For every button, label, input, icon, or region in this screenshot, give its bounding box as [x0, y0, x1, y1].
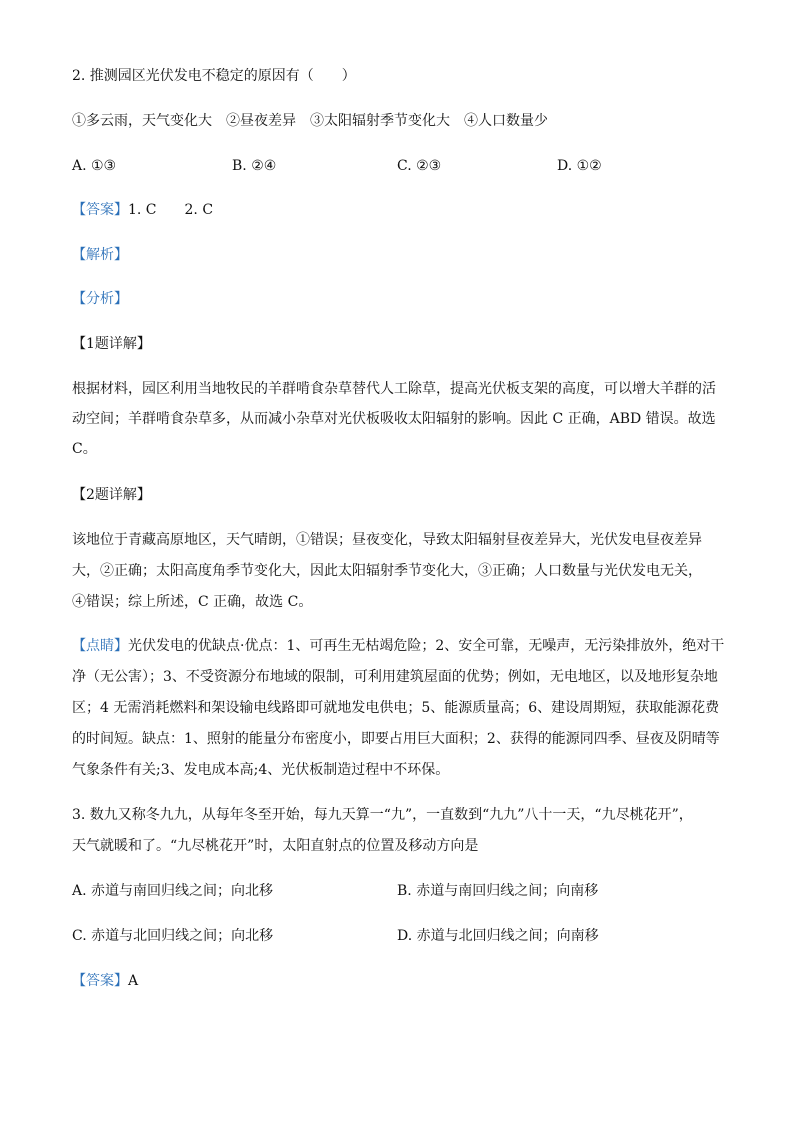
- dianjing-text: 光伏发电的优缺点·优点：1、可再生无枯竭危险；2、安全可靠，无噪声，无污染排放外，绝对干: [128, 638, 725, 654]
- answer-text: 1. C 2. C: [128, 202, 214, 218]
- answer-block-3: [72, 971, 138, 991]
- answer-tag: 【答案】: [72, 202, 128, 218]
- dianjing-line-5: 气象条件有关;3、发电成本高;4、光伏板制造过程中不环保。: [72, 762, 450, 778]
- detail-1-line-2: 动空间；羊群啃食杂草多，从而减小杂草对光伏板吸收太阳辐射的影响。因此 C 正确，ABD 错误。故选: [72, 411, 716, 427]
- question-3-option-a: A. 赤道与南回归线之间；向北移: [72, 883, 274, 899]
- dianjing-line-1: [72, 636, 724, 656]
- detail-2-line-3: ④错误；综上所述，C 正确，故选 C。: [72, 594, 313, 610]
- detail-2-heading: 【2题详解】: [72, 487, 151, 503]
- detail-1-line-3: C。: [72, 441, 97, 457]
- dianjing-line-3: 区；4 无需消耗燃料和架设输电线路即可就地发电供电；5、能源质量高；6、建设周期短，获取能源花费: [72, 700, 720, 716]
- detail-2-line-1: 该地位于青藏高原地区，天气晴朗，①错误；昼夜变化，导致太阳辐射昼夜差异大，光伏发电昼夜差异: [72, 532, 702, 548]
- question-2-statements: ①多云雨，天气变化大 ②昼夜差异 ③太阳辐射季节变化大 ④人口数量少: [72, 113, 548, 129]
- question-3-line-1: 3. 数九又称冬九九，从每年冬至开始，每九天算一“九”，一直数到“九九”八十一天，“九尽桃花开”，: [72, 807, 693, 823]
- question-2-option-b: B. ②④: [232, 158, 277, 174]
- question-3-line-2: 天气就暖和了。“九尽桃花开”时，太阳直射点的位置及移动方向是: [72, 838, 479, 854]
- fenxi-heading: 【分析】: [72, 291, 128, 307]
- dianjing-line-4: 的时间短。缺点：1、照射的能量分布密度小，即要占用巨大面积；2、获得的能源同四季、昼夜及阴晴等: [72, 731, 720, 747]
- detail-1-line-1: 根据材料，园区利用当地牧民的羊群啃食杂草替代人工除草，提高光伏板支架的高度，可以增大羊群的活: [72, 381, 716, 397]
- answer-text: A: [128, 973, 139, 989]
- answer-tag: 【答案】: [72, 973, 128, 989]
- question-3-option-c: C. 赤道与北回归线之间；向北移: [72, 928, 274, 944]
- answer-block-1: [72, 200, 213, 220]
- analysis-heading: 【解析】: [72, 247, 128, 263]
- detail-1-heading: 【1题详解】: [72, 336, 151, 352]
- question-3-option-b: B. 赤道与南回归线之间；向南移: [397, 883, 599, 899]
- question-2-stem: 2. 推测园区光伏发电不稳定的原因有（ ）: [72, 68, 356, 84]
- dianjing-line-2: 净（无公害）；3、不受资源分布地域的限制，可利用建筑屋面的优势；例如，无电地区，以及地形复杂地: [72, 669, 718, 685]
- detail-2-line-2: 大，②正确；太阳高度角季节变化大，因此太阳辐射季节变化大，③正确；人口数量与光伏发电无关，: [72, 563, 702, 579]
- dianjing-tag: 【点睛】: [72, 638, 128, 654]
- question-2-option-a: A. ①③: [72, 158, 117, 174]
- question-2-option-d: D. ①②: [557, 158, 602, 174]
- question-2-option-c: C. ②③: [397, 158, 442, 174]
- question-3-option-d: D. 赤道与北回归线之间；向南移: [397, 928, 599, 944]
